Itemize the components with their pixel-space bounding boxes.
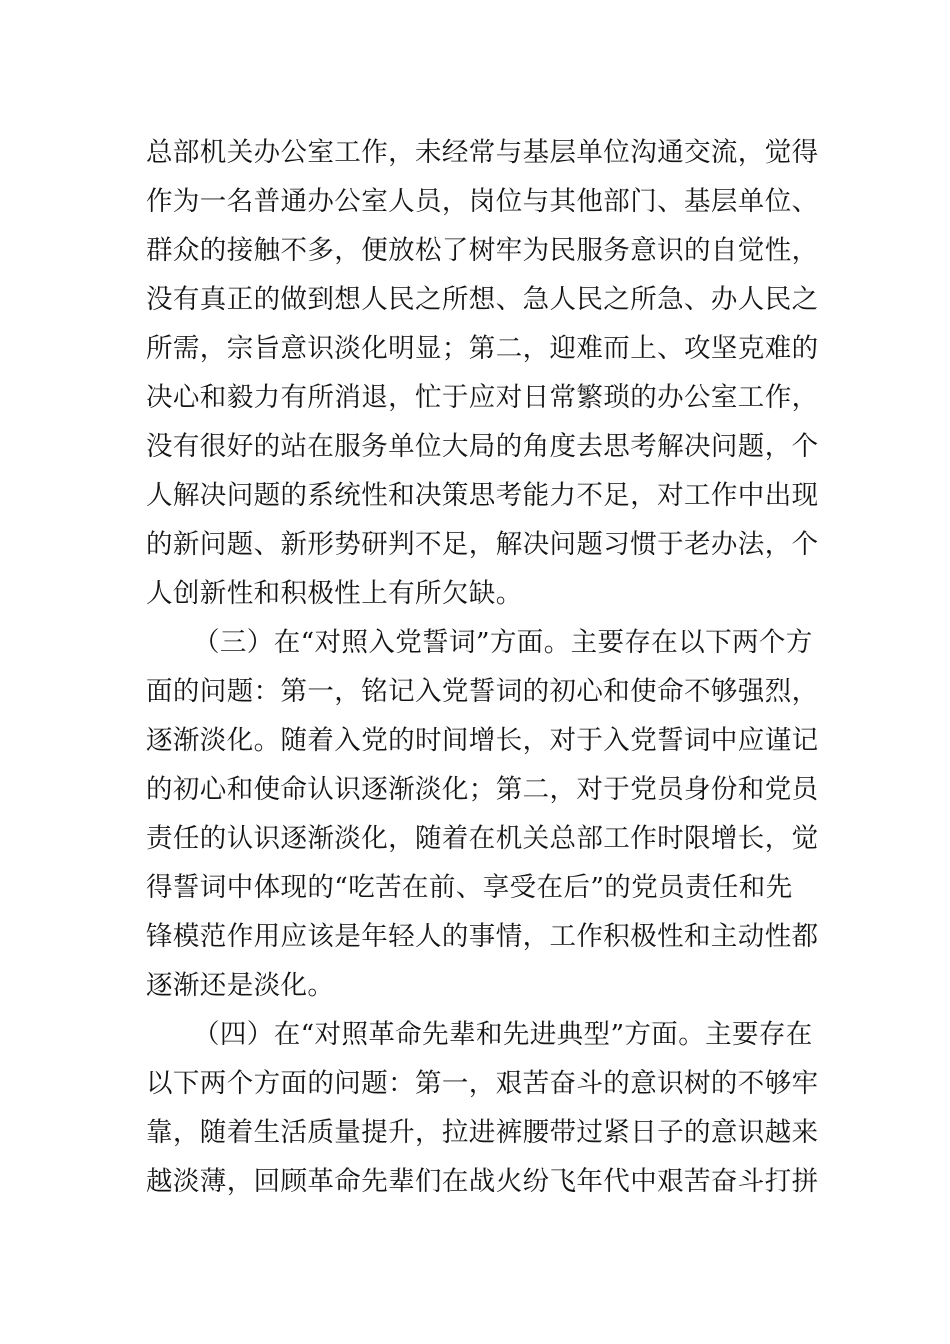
text-line: 责任的认识逐渐淡化，随着在机关总部工作时限增长，觉 — [146, 823, 819, 854]
text-line: 以下两个方面的问题：第一，艰苦奋斗的意识树的不够牢 — [146, 1068, 819, 1099]
text-line: 的新问题、新形势研判不足，解决问题习惯于老办法，个 — [146, 529, 819, 560]
text-line: 的初心和使命认识逐渐淡化；第二，对于党员身份和党员 — [146, 774, 819, 805]
paragraph-continuation — [146, 128, 819, 618]
text-line: 没有真正的做到想人民之所想、急人民之所急、办人民之 — [146, 284, 819, 315]
text-line: 靠，随着生活质量提升，拉进裤腰带过紧日子的意识越来 — [146, 1117, 819, 1148]
text-line: 面的问题：第一，铭记入党誓词的初心和使命不够强烈， — [146, 676, 819, 707]
text-line: 没有很好的站在服务单位大局的角度去思考解决问题，个 — [146, 431, 819, 462]
paragraph-section-three — [146, 618, 819, 1010]
text-line: （四）在“对照革命先辈和先进典型”方面。主要存在 — [193, 1019, 813, 1050]
text-line: 作为一名普通办公室人员，岗位与其他部门、基层单位、 — [146, 186, 819, 217]
text-line: （三）在“对照入党誓词”方面。主要存在以下两个方 — [193, 627, 813, 658]
text-line: 逐渐淡化。随着入党的时间增长，对于入党誓词中应谨记 — [146, 725, 819, 756]
text-line: 越淡薄，回顾革命先辈们在战火纷飞年代中艰苦奋斗打拼 — [146, 1166, 819, 1197]
text-line: 得誓词中体现的“吃苦在前、享受在后”的党员责任和先 — [146, 872, 793, 903]
paragraph-section-four — [146, 1010, 819, 1206]
document-body — [146, 128, 819, 1206]
text-line: 逐渐还是淡化。 — [146, 970, 335, 1001]
text-line: 决心和毅力有所消退，忙于应对日常繁琐的办公室工作， — [146, 382, 819, 413]
text-line: 总部机关办公室工作，未经常与基层单位沟通交流，觉得 — [146, 137, 819, 168]
text-line: 群众的接触不多，便放松了树牢为民服务意识的自觉性， — [146, 235, 819, 266]
text-line: 人创新性和积极性上有所欠缺。 — [146, 578, 523, 609]
text-line: 锋模范作用应该是年轻人的事情，工作积极性和主动性都 — [146, 921, 819, 952]
text-line: 所需，宗旨意识淡化明显；第二，迎难而上、攻坚克难的 — [146, 333, 819, 364]
text-line: 人解决问题的系统性和决策思考能力不足，对工作中出现 — [146, 480, 819, 511]
